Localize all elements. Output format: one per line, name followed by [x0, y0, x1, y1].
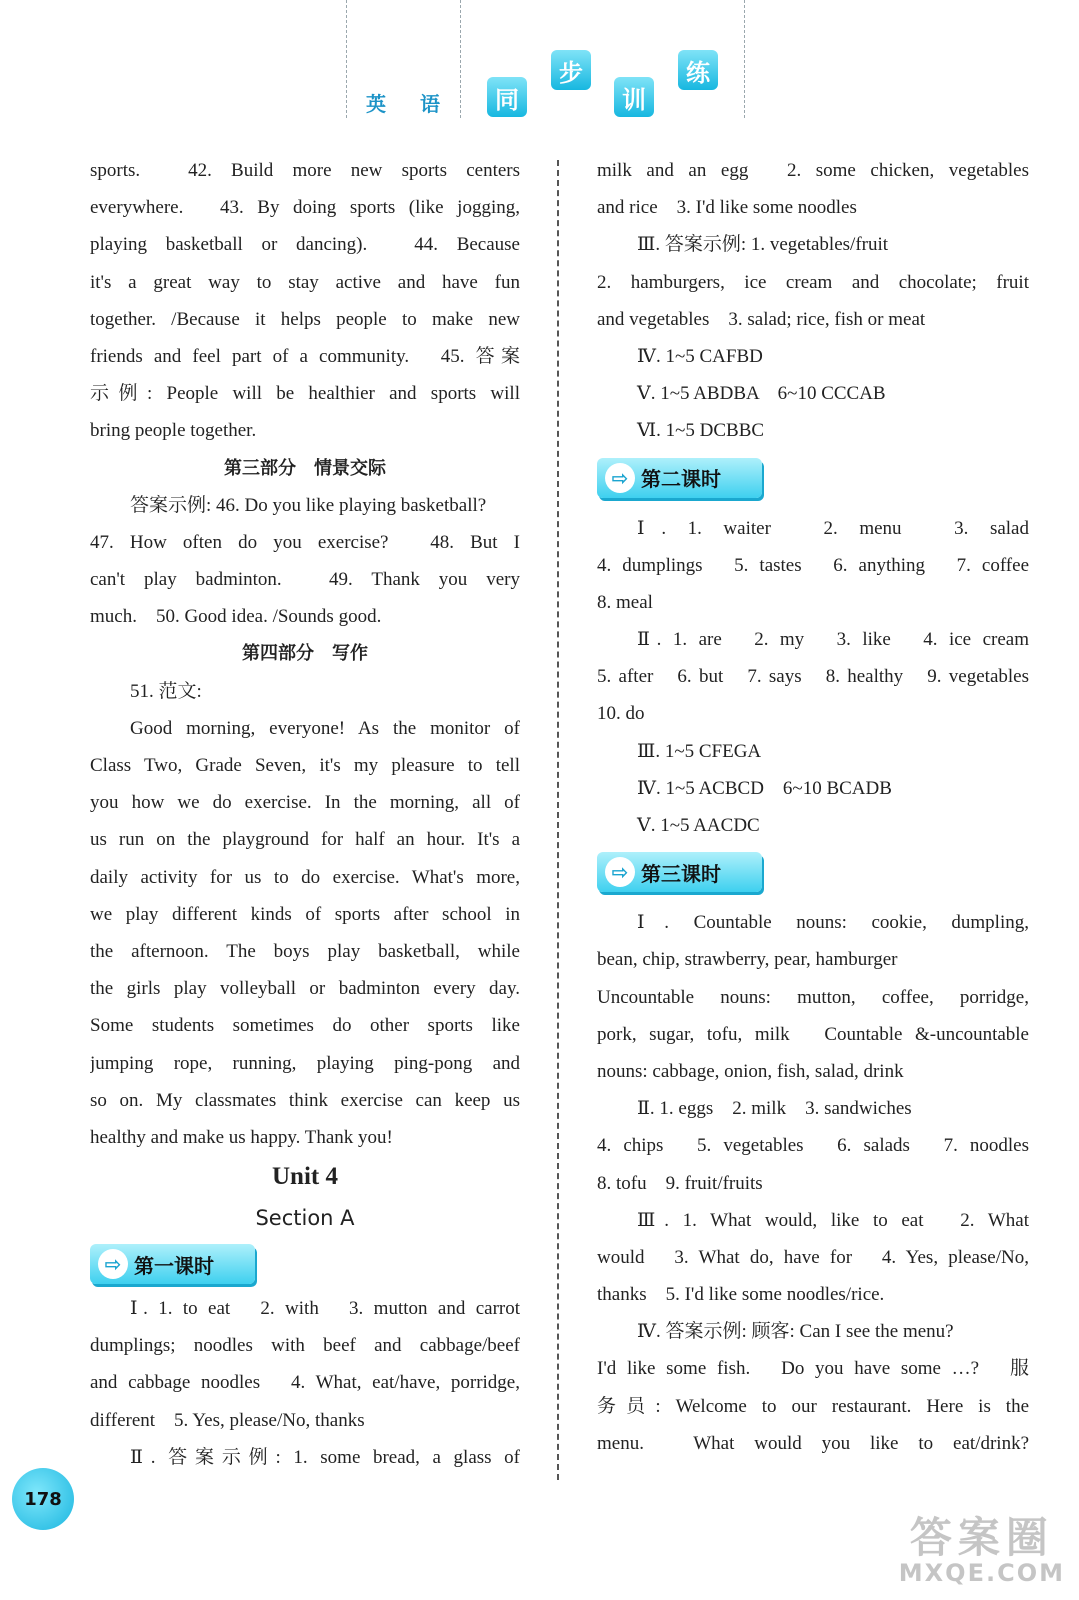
text-line: we play different kinds of sports after school in: [90, 903, 520, 925]
text-line: and vegetables 3. salad; rice, fish or meat: [597, 308, 926, 330]
text-line: Ⅳ. 1~5 CAFBD: [637, 345, 763, 367]
watermark: [898, 1513, 1065, 1587]
text-line: Ⅱ. 1. are 2. my 3. like 4. ice cream: [637, 629, 1029, 651]
section-title: Section A: [255, 1206, 355, 1231]
text-line: Ⅴ. 1~5 ABDBA 6~10 CCCAB: [637, 383, 886, 405]
watermark-logo-text: 答案圈: [909, 1513, 1054, 1562]
header-dashed-line: [744, 0, 745, 118]
header-series-char: 练: [678, 50, 718, 90]
text-line: 5. after 6. but 7. says 8. healthy 9. vegetables: [597, 666, 1029, 688]
text-line: 答案示例: 46. Do you like playing basketball?: [130, 494, 487, 516]
text-line: you how we do exercise. In the morning, all of: [90, 792, 520, 814]
text-line: can't play badminton. 49. Thank you very: [90, 569, 520, 591]
arrow-icon: ⇨: [98, 1249, 128, 1279]
text-line: Ⅱ. 答案示例: 1. some bread, a glass of: [130, 1446, 520, 1468]
lesson-header-1: [90, 1238, 520, 1290]
text-line: 8. tofu 9. fruit/fruits: [597, 1172, 763, 1194]
lesson-header-3: [597, 846, 1029, 898]
text-line: pork, sugar, tofu, milk Countable &-uncountable: [597, 1023, 1029, 1045]
lesson-header-2: [597, 452, 1029, 504]
column-divider: [557, 160, 559, 1480]
left-column: [90, 152, 520, 1476]
text-line: and rice 3. I'd like some noodles: [597, 197, 857, 219]
lesson-label: 第一课时: [134, 1253, 214, 1278]
text-line: us run on the playground for half an hour. It's a: [90, 829, 520, 851]
text-line: menu. What would you like to eat/drink?: [597, 1432, 1029, 1454]
text-line: 示例: People will be healthier and sports will: [90, 383, 520, 405]
text-line: Ⅰ. Countable nouns: cookie, dumpling,: [637, 912, 1029, 934]
text-line: the afternoon. The boys play basketball, while: [90, 940, 520, 962]
text-line: Ⅲ. 答案示例: 1. vegetables/fruit: [637, 234, 889, 256]
text-line: 务员: Welcome to our restaurant. Here is the: [597, 1395, 1029, 1417]
header-subject-char: 语: [420, 92, 440, 116]
text-line: Ⅰ. 1. waiter 2. menu 3. salad: [637, 517, 1029, 539]
text-line: much. 50. Good idea. /Sounds good.: [90, 606, 382, 628]
header-series-char: 步: [551, 50, 591, 90]
text-line: jumping rope, running, playing ping-pong and: [90, 1052, 520, 1074]
text-line: bean, chip, strawberry, pear, hamburger: [597, 949, 898, 971]
text-line: 第四部分 写作: [242, 643, 368, 665]
header-dashed-line: [460, 0, 461, 118]
text-line: the girls play volleyball or badminton every day.: [90, 978, 520, 1000]
text-line: together. /Because it helps people to make new: [90, 308, 520, 330]
text-line: Ⅴ. 1~5 AACDC: [637, 815, 760, 836]
text-line: Ⅵ. 1~5 DCBBC: [637, 420, 765, 442]
page-number: 178: [12, 1468, 74, 1530]
text-line: friends and feel part of a community. 45. 答案: [90, 345, 520, 367]
text-line: daily activity for us to do exercise. What's more,: [90, 866, 520, 888]
text-line: Ⅳ. 1~5 ACBCD 6~10 BCADB: [637, 777, 892, 799]
text-line: nouns: cabbage, onion, fish, salad, drink: [597, 1060, 904, 1082]
text-line: Some students sometimes do other sports like: [90, 1015, 520, 1037]
text-line: 4. dumplings 5. tastes 6. anything 7. coffee: [597, 554, 1029, 576]
text-line: and cabbage noodles 4. What, eat/have, porridge,: [90, 1372, 520, 1394]
text-line: dumplings; noodles with beef and cabbage/beef: [90, 1335, 520, 1357]
text-line: 51. 范文:: [130, 680, 202, 702]
text-line: Good morning, everyone! As the monitor of: [130, 717, 520, 739]
text-line: Ⅳ. 答案示例: 顾客: Can I see the menu?: [637, 1321, 954, 1343]
text-line: it's a great way to stay active and have fun: [90, 271, 520, 293]
arrow-icon: ⇨: [605, 463, 635, 493]
text-line: milk and an egg 2. some chicken, vegetables: [597, 160, 1029, 181]
text-line: 4. chips 5. vegetables 6. salads 7. noodles: [597, 1135, 1029, 1157]
text-line: so on. My classmates think exercise can keep us: [90, 1089, 520, 1111]
unit-title: Unit 4: [272, 1163, 338, 1191]
text-line: 10. do: [597, 703, 645, 725]
text-line: would 3. What do, have for 4. Yes, please/No,: [597, 1246, 1029, 1268]
lesson-label: 第三课时: [641, 861, 721, 886]
header-dashed-line: [346, 0, 347, 118]
text-line: 第三部分 情景交际: [224, 457, 386, 479]
text-line: healthy and make us happy. Thank you!: [90, 1126, 393, 1148]
text-line: 47. How often do you exercise? 48. But I: [90, 531, 520, 553]
text-line: Ⅰ. 1. to eat 2. with 3. mutton and carrot: [130, 1298, 520, 1320]
text-line: Uncountable nouns: mutton, coffee, porridge,: [597, 986, 1029, 1008]
text-line: playing basketball or dancing). 44. Because: [90, 234, 520, 256]
text-line: sports. 42. Build more new sports centers: [90, 160, 520, 181]
text-line: Class Two, Grade Seven, it's my pleasure to tell: [90, 755, 520, 776]
header-series-char: 训: [614, 77, 654, 117]
text-line: 2. hamburgers, ice cream and chocolate; fruit: [597, 271, 1029, 293]
header-series-char: 同: [487, 77, 527, 117]
arrow-icon: ⇨: [605, 857, 635, 887]
text-line: 8. meal: [597, 591, 653, 613]
text-line: thanks 5. I'd like some noodles/rice.: [597, 1284, 885, 1306]
header-subject-char: 英: [366, 92, 386, 116]
text-line: different 5. Yes, please/No, thanks: [90, 1409, 365, 1431]
lesson-label: 第二课时: [641, 467, 721, 491]
text-line: bring people together.: [90, 420, 257, 442]
text-line: Ⅲ. 1~5 CFEGA: [637, 740, 762, 762]
right-column: [597, 152, 1029, 1462]
text-line: I'd like some fish. Do you have some …? 服: [597, 1358, 1029, 1380]
text-line: Ⅲ. 1. What would, like to eat 2. What: [637, 1209, 1029, 1231]
text-line: Ⅱ. 1. eggs 2. milk 3. sandwiches: [637, 1098, 912, 1120]
watermark-url: MXQE.COM: [898, 1559, 1065, 1587]
text-line: everywhere. 43. By doing sports (like jogging,: [90, 197, 520, 219]
